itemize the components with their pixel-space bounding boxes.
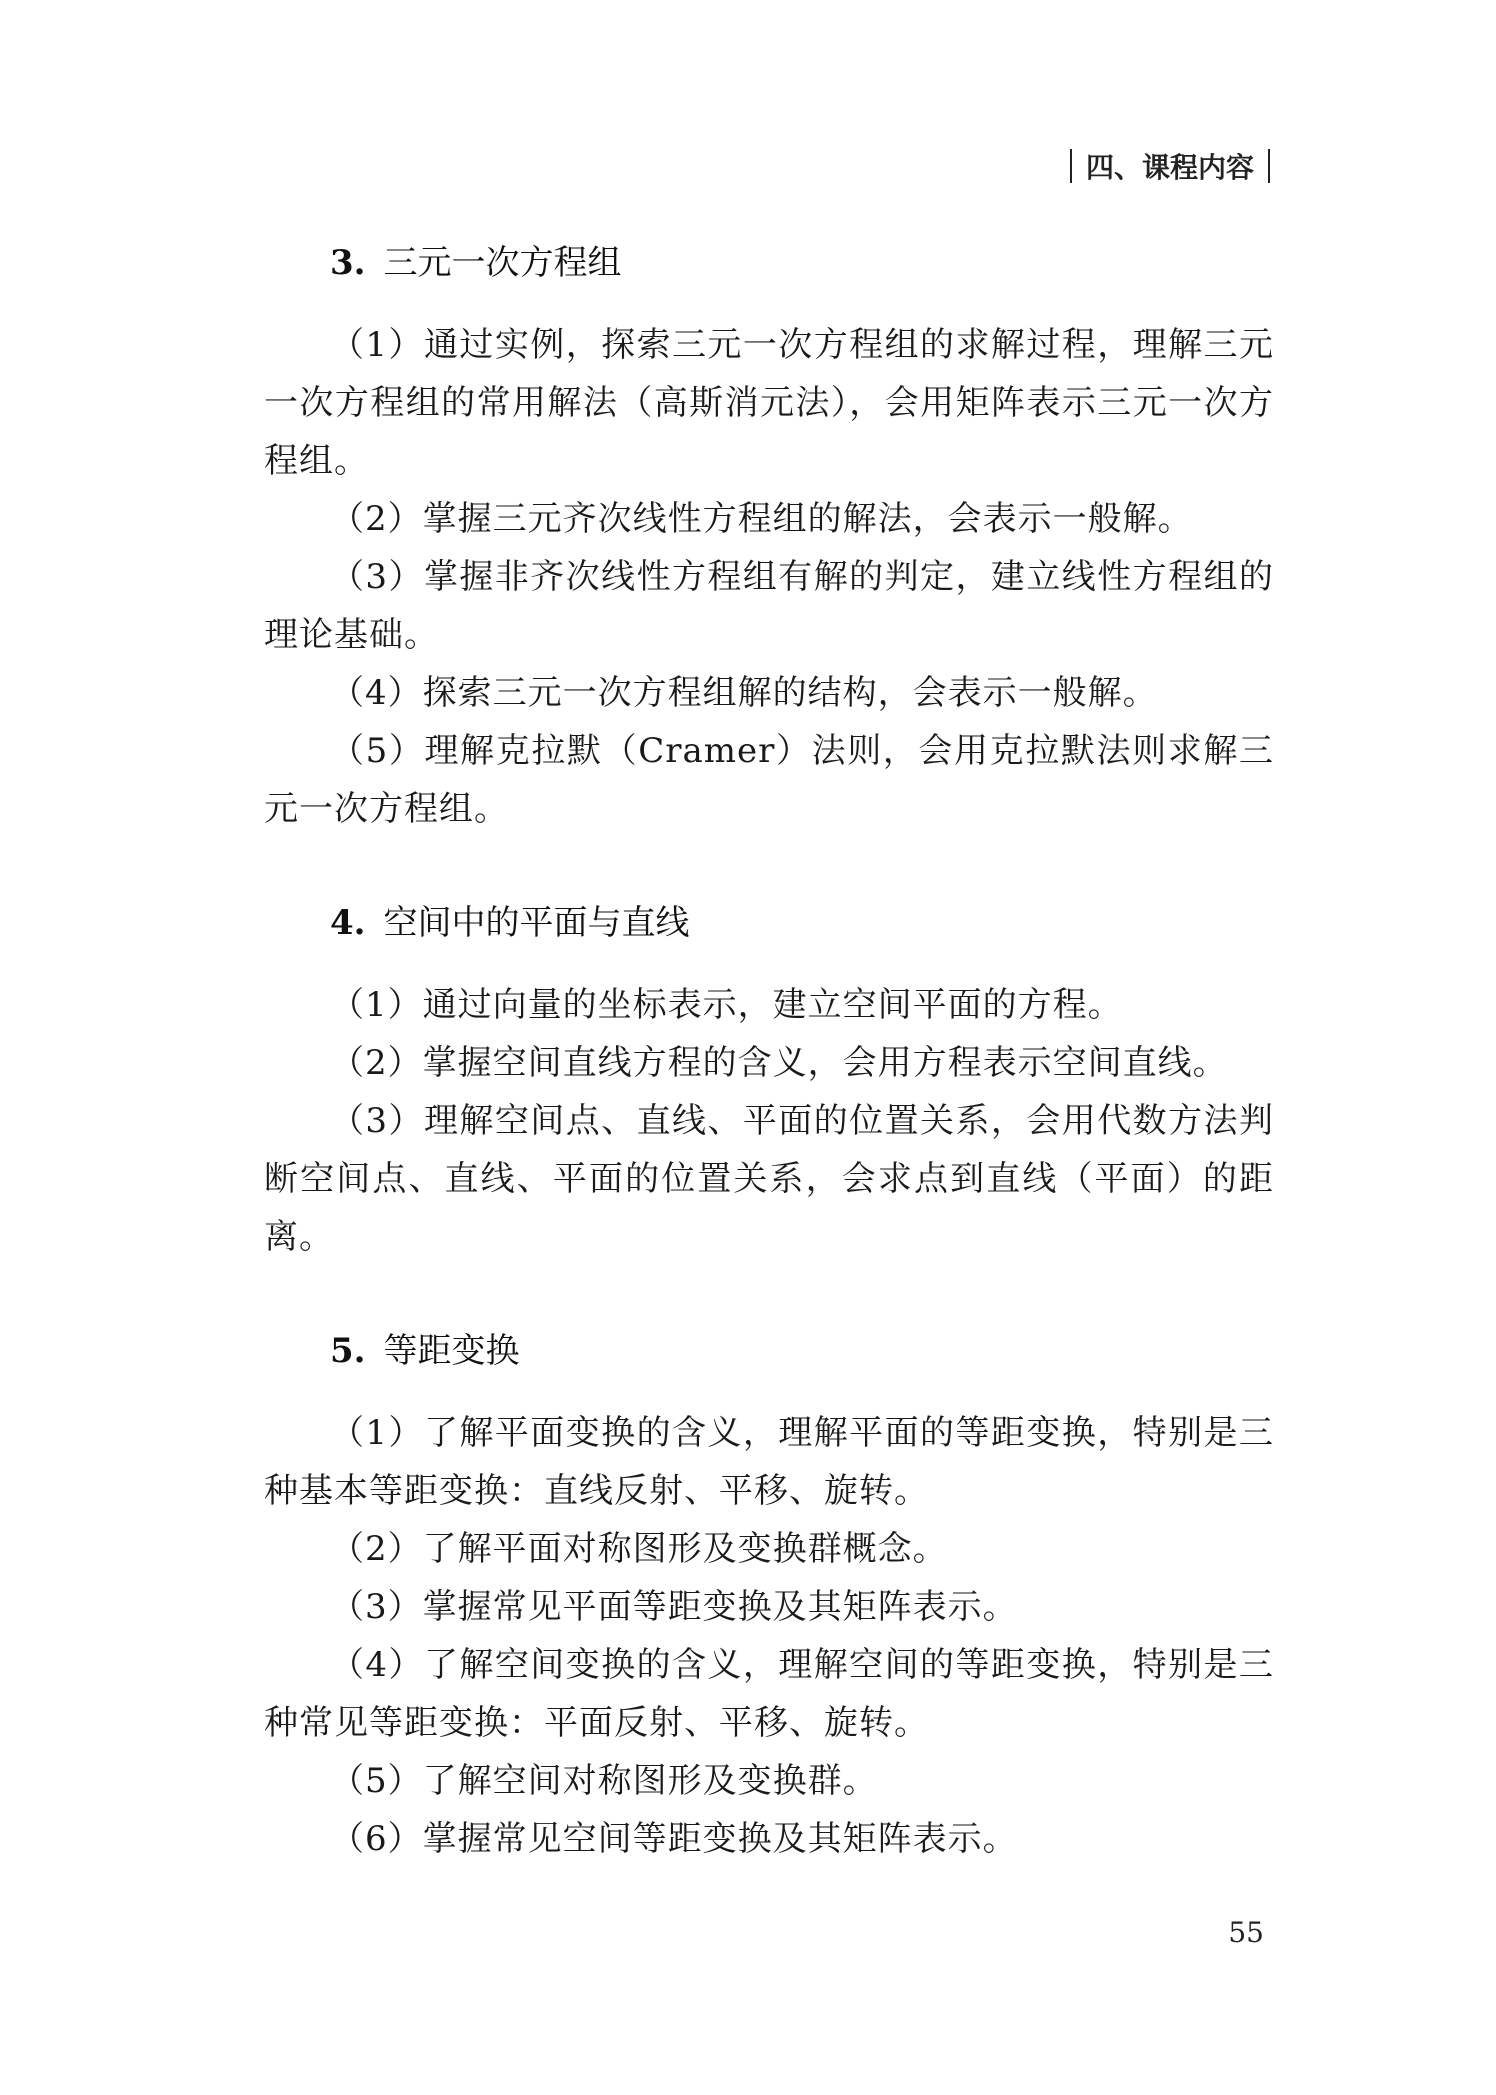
section-heading <box>330 236 1274 290</box>
section-5 <box>264 1324 1274 1868</box>
paragraph: （3）理解空间点、直线、平面的位置关系，会用代数方法判断空间点、直线、平面的位置关系，会求点到直线（平面）的距离。 <box>264 1101 1274 1257</box>
paragraph: （2）掌握空间直线方程的含义，会用方程表示空间直线。 <box>330 1043 1228 1083</box>
header-right-rule <box>1268 149 1270 183</box>
paragraph: （5）理解克拉默（Cramer）法则，会用克拉默法则求解三元一次方程组。 <box>264 731 1274 829</box>
paragraph: （2）了解平面对称图形及变换群概念。 <box>330 1529 948 1569</box>
paragraph: （2）掌握三元齐次线性方程组的解法，会表示一般解。 <box>330 499 1193 539</box>
paragraph: （5）了解空间对称图形及变换群。 <box>330 1761 878 1801</box>
section-3 <box>264 236 1274 838</box>
paragraph: （4）了解空间变换的含义，理解空间的等距变换，特别是三种常见等距变换：平面反射、平移、旋转。 <box>264 1645 1274 1743</box>
section-title-text: 等距变换 <box>383 1331 520 1371</box>
section-heading <box>330 1324 1274 1378</box>
running-header <box>1070 146 1270 186</box>
main-content <box>264 236 1274 1926</box>
section-number: 5. <box>330 1331 366 1371</box>
paragraph: （3）掌握常见平面等距变换及其矩阵表示。 <box>330 1587 1018 1627</box>
paragraph: （1）了解平面变换的含义，理解平面的等距变换，特别是三种基本等距变换：直线反射、平移、旋转。 <box>264 1413 1274 1511</box>
paragraph: （6）掌握常见空间等距变换及其矩阵表示。 <box>330 1819 1018 1859</box>
section-heading <box>330 896 1274 950</box>
page-number: 55 <box>1228 1916 1264 1949</box>
paragraph: （3）掌握非齐次线性方程组有解的判定，建立线性方程组的理论基础。 <box>264 557 1274 655</box>
section-4 <box>264 896 1274 1266</box>
paragraph: （1）通过向量的坐标表示，建立空间平面的方程。 <box>330 985 1123 1025</box>
section-number: 3. <box>330 243 366 283</box>
section-number: 4. <box>330 903 366 943</box>
paragraph: （4）探索三元一次方程组解的结构，会表示一般解。 <box>330 673 1158 713</box>
section-title-text: 三元一次方程组 <box>383 243 622 283</box>
header-title: 四、课程内容 <box>1085 151 1254 184</box>
section-title-text: 空间中的平面与直线 <box>383 903 690 943</box>
header-left-rule <box>1070 149 1072 183</box>
paragraph: （1）通过实例，探索三元一次方程组的求解过程，理解三元一次方程组的常用解法（高斯消元法），会用矩阵表示三元一次方程组。 <box>264 325 1274 481</box>
